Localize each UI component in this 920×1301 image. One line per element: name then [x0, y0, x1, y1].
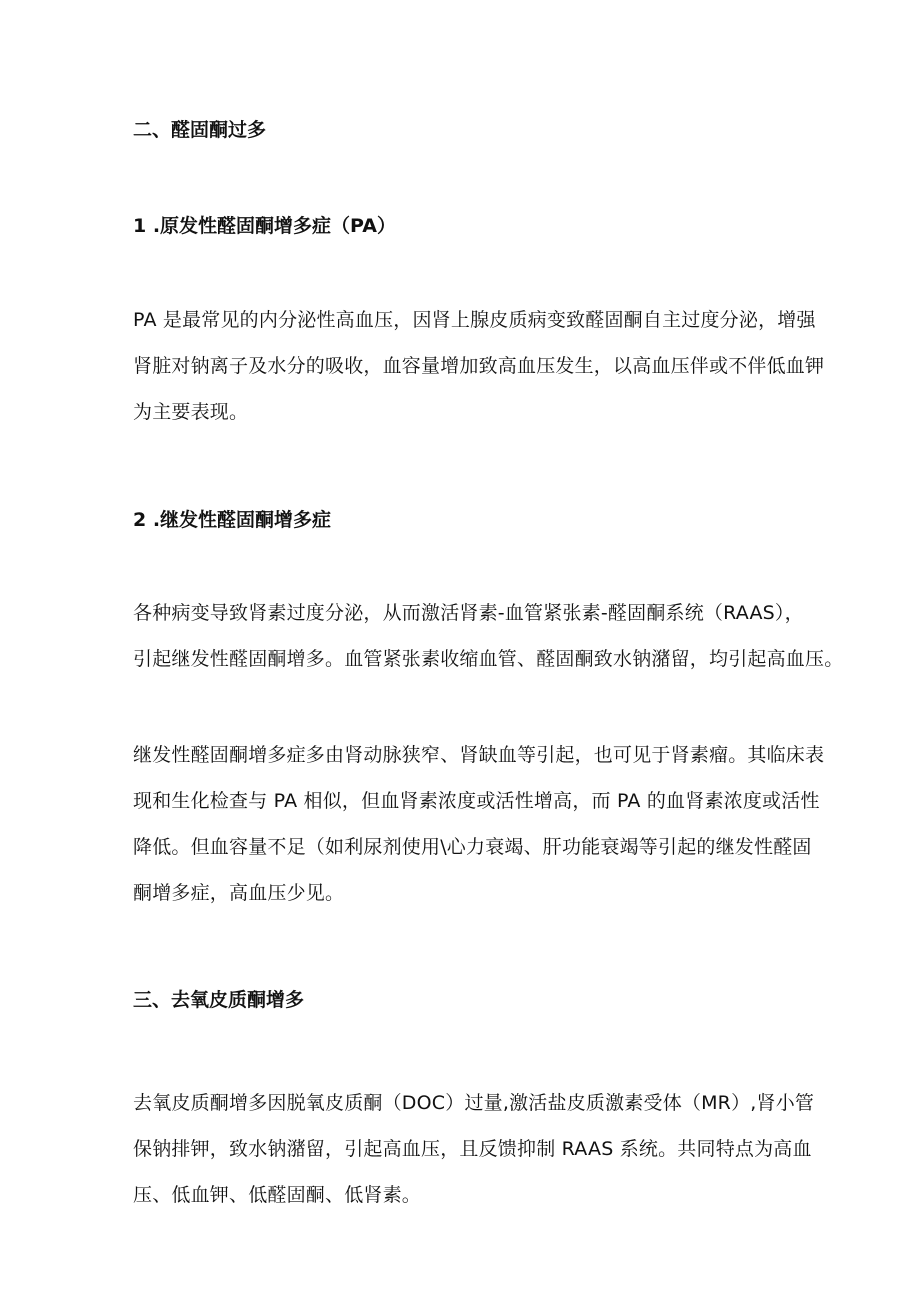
section-heading-aldosterone-excess: 二、醛固酮过多 — [133, 119, 267, 141]
text-line: 现和生化检查与 PA 相似，但血肾素浓度或活性增高，而 PA 的血肾素浓度或活性 — [133, 790, 820, 812]
text-line: 保钠排钾，致水钠潴留，引起高血压，且反馈抑制 RAAS 系统。共同特点为高血 — [133, 1138, 812, 1160]
text-line: PA 是最常见的内分泌性高血压，因肾上腺皮质病变致醛固酮自主过度分泌，增强 — [133, 309, 816, 331]
text-line: 为主要表现。 — [133, 401, 249, 423]
text-line: 压、低血钾、低醛固酮、低肾素。 — [133, 1184, 422, 1206]
paragraph-doc-excess — [133, 1080, 815, 1218]
paragraph-secondary-aldosteronism-cause — [133, 590, 844, 682]
subheading-primary-aldosteronism: 1 .原发性醛固酮增多症（PA） — [133, 215, 396, 237]
text-line: 去氧皮质酮增多因脱氧皮质酮（DOC）过量,激活盐皮质激素受体（MR）,肾小管 — [133, 1092, 815, 1114]
text-line: 继发性醛固酮增多症多由肾动脉狭窄、肾缺血等引起，也可见于肾素瘤。其临床表 — [133, 744, 825, 766]
subheading-secondary-aldosteronism: 2 .继发性醛固酮增多症 — [133, 509, 332, 531]
text-line: 各种病变导致肾素过度分泌，从而激活肾素-血管紧张素-醛固酮系统（RAAS）， — [133, 602, 804, 624]
paragraph-secondary-aldosteronism-detail — [133, 732, 825, 916]
section-heading-doc-excess: 三、去氧皮质酮增多 — [133, 989, 305, 1011]
text-line: 肾脏对钠离子及水分的吸收，血容量增加致高血压发生，以高血压伴或不伴低血钾 — [133, 355, 825, 377]
text-line: 降低。但血容量不足（如利尿剂使用\心力衰竭、肝功能衰竭等引起的继发性醛固 — [133, 836, 812, 858]
text-line: 酮增多症，高血压少见。 — [133, 882, 345, 904]
paragraph-primary-aldosteronism — [133, 297, 825, 435]
text-line: 引起继发性醛固酮增多。血管紧张素收缩血管、醛固酮致水钠潴留，均引起高血压。 — [133, 648, 844, 670]
